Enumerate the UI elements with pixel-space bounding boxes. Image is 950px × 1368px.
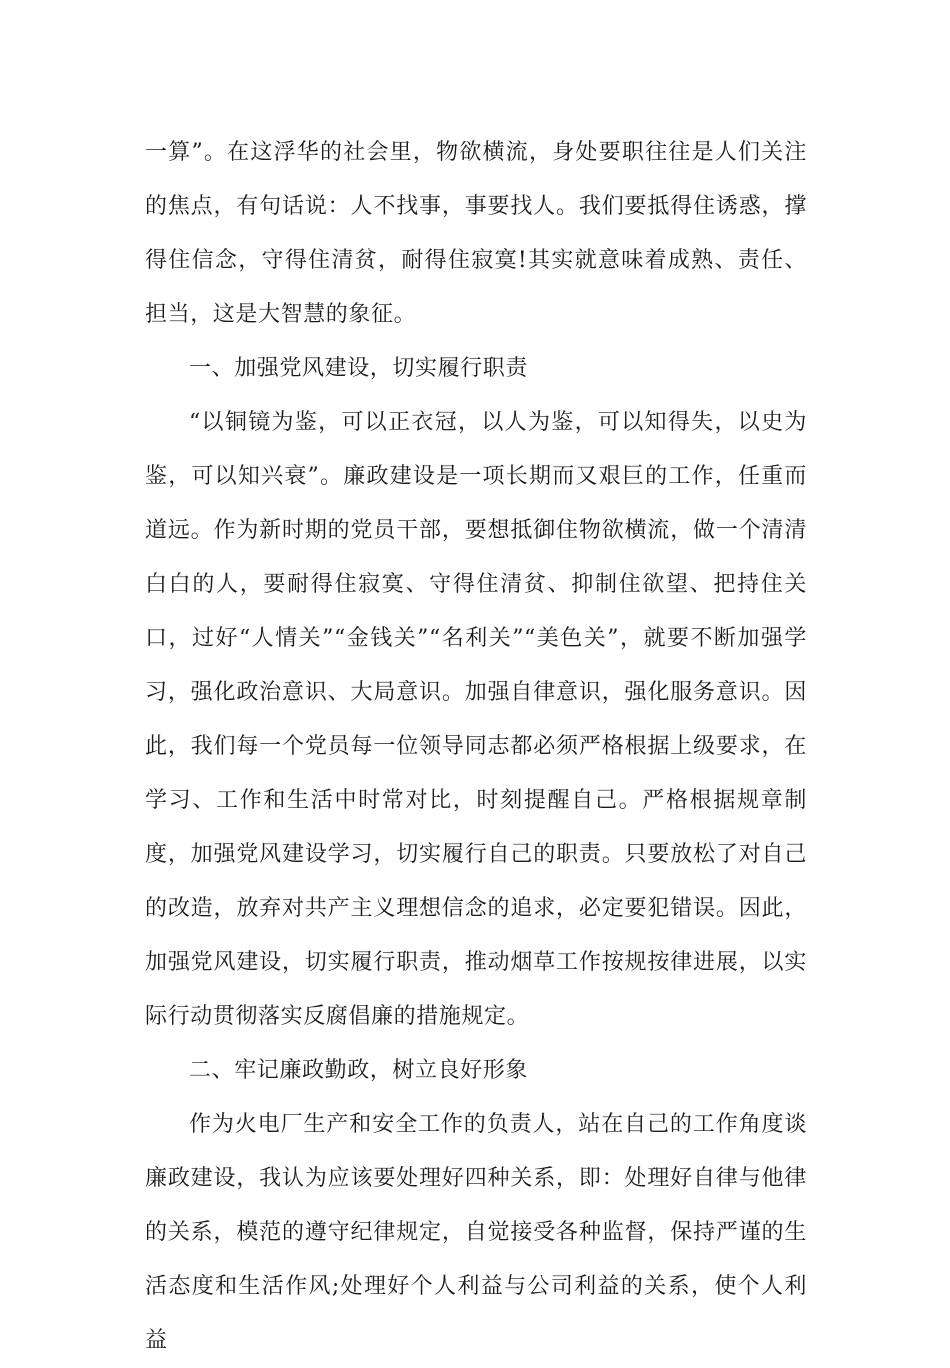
- paragraph-section-1: “以铜镜为鉴，可以正衣冠，以人为鉴，可以知得失，以史为鉴，可以知兴衰”。廉政建设是一项长期而又艰巨的工作，任重而道远。作为新时期的党员干部，要想抵御住物欲横流，做一个清清白白的人，要耐得住寂寞、守得住清贫、抑制住欲望、把持住关口，过好“人情关”“金钱关”“名利关”“美色关”，就要不断加强学习，强化政治意识、大局意识。加强自律意识，强化服务意识。因此，我们每一个党员每一位领导同志都必须严格根据上级要求，在学习、工作和生活中时常对比，时刻提醒自己。严格根据规章制度，加强党风建设学习，切实履行自己的职责。只要放松了对自己的改造，放弃对共产主义理想信念的追求，必定要犯错误。因此，加强党风建设，切实履行职责，推动烟草工作按规按律进展，以实际行动贯彻落实反腐倡廉的措施规定。: [145, 410, 807, 1029]
- section-heading-1: 一、加强党风建设，切实履行职责: [189, 356, 529, 381]
- paragraph-section-2: 作为火电厂生产和安全工作的负责人，站在自己的工作角度谈廉政建设，我认为应该要处理好四种关系，即：处理好自律与他律的关系，模范的遵守纪律规定，自觉接受各种监督，保持严谨的生活态度和生活作风;处理好个人利益与公司利益的关系，使个人利益: [145, 1112, 807, 1353]
- paragraph-continuation: 一算”。在这浮华的社会里，物欲横流，身处要职往往是人们关注的焦点，有句话说：人不找事，事要找人。我们要抵得住诱惑，撑得住信念，守得住清贫，耐得住寂寞!其实就意味着成熟、责任、担当，这是大智慧的象征。: [145, 140, 807, 327]
- document-body: [145, 126, 807, 1368]
- section-heading-2: 二、牢记廉政勤政，树立良好形象: [189, 1058, 529, 1083]
